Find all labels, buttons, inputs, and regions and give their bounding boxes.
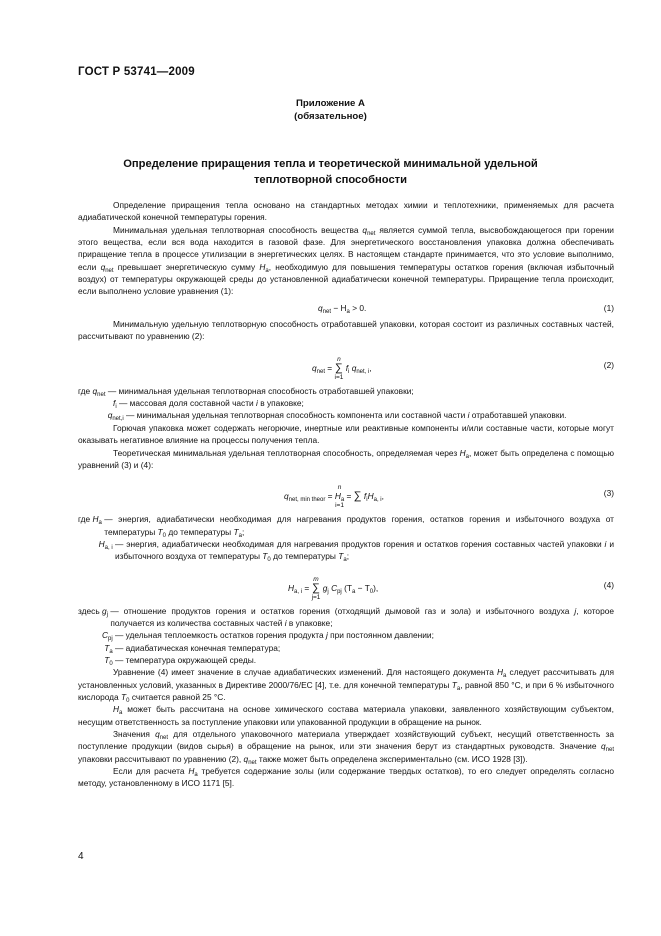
- standard-header: ГОСТ Р 53741—2009: [78, 66, 195, 78]
- paragraph: Горючая упаковка может содержать негорючие, инертные или реактивные компоненты и/или составные части, которые могут оказывать негативное влияние на процессы получения тепла.: [78, 422, 614, 446]
- equation-1: $q_{net} - H_a > 0$. (1): [318, 302, 614, 315]
- definitions-2: где $H_a$ — энергия, адиабатически необходимая для нагревания продуктов горения, остатков горения и избыточного воздуха от температуры $T_0$ до температуры $T_a$; $H_{a, i}$ — энергия, адиабатически необходимая для нагревания продуктов горения и остатков горения составных частей упаковки i и избыточного воздуха от температуры $T_0$ до температуры $T_a$;: [78, 514, 614, 564]
- paragraph: Если для расчета $H_a$ требуется содержание золы (или содержание твердых остатков), то его следует определять согласно методу, установленному в ИСО 1171 [5].: [78, 766, 614, 789]
- paragraph: Уравнение (4) имеет значение в случае адиабатических изменений. Для настоящего документа $H_a$ следует рассчитывать для установленных условий, указанных в Директиве 2000/76/ЕС [4], т.е. для конечной температуры $T_a$, равной 850 °С, и при 6 % избыточного кислорода $T_0$ считается равной 25 °С.: [78, 667, 615, 704]
- paragraph: Теоретическая минимальная удельная теплотворная способность, определяемая через $H_a$, может быть определена с помощью уравнений (3) и (4):: [78, 447, 615, 470]
- paragraph: Минимальная удельная теплотворная способность вещества $q_{net}$ является суммой тепла, высвобождающегося при горении этого вещества, если вся вода находится в газовой фазе. Для энергетического восстановления упаковка должна обеспечивать приращение тепла в процессе утилизации в энергетических целях. В настоящем стандарте принимается, что это условие выполнимо, если $q_{net}$ превышает энергетическую сумму $H_a$, необходимую для повышения температуры остатков горения (включая избыточный воздух) от температуры окружающей среды до установленной адиабатически конечной температуры. Приращение тепла происходит, если выполнено условие уравнения (1):: [78, 224, 614, 297]
- appendix-status: (обязательное): [294, 111, 367, 122]
- paragraph: Значения $q_{net}$ для отдельного упаковочного материала утверждает хозяйствующий субъект, несущий ответственность за поступление продукции (видов сырья) в обращение на рынок, или эти значения берут из стандартных руководств. Значение $q_{net}$ упаковки рассчитывают по уравнению (2), $q_{net}$ также может быть определена экспериментально (см. ИСО 1928 [3]).: [78, 729, 614, 766]
- page-number: 4: [78, 851, 84, 862]
- equation-4: $H_{a, i} = m$ ∑ j=1 $g_j$ $C_{pj}$ $(T_a - T_0)$, (4): [288, 575, 614, 601]
- paragraph: Определение приращения тепла основано на стандартных методах химии и теплотехники, применяемых для расчета адиабатической конечной температуры горения.: [78, 200, 614, 223]
- section-title: Определение приращения тепла и теоретической минимальной удельной теплотворной способности: [123, 158, 538, 186]
- definitions-3: здесь $g_j$ — отношение продуктов горения и остатков горения (отходящий дымовой газ и зола) и избыточного воздуха j, которое получается из количества составных частей i в упаковке; $C_{pj}$ — удельная теплоемкость остатков горения продукта j при постоянном давлении; $T_a$ — адиабатическая конечная температура; $T_0$ — температура окружающей среды.: [78, 605, 614, 667]
- appendix-label: Приложение А: [296, 98, 365, 109]
- body-text: [78, 199, 614, 790]
- equation-3: $q_{net, min theor} = n$ $H_a$ i=1 = ∑ $f_iH_{a, i}$, (3): [284, 484, 614, 510]
- equation-2: $q_{net} = n$ ∑ i=1 $f_i$ $q_{net, i}$, (2): [312, 355, 614, 381]
- definitions-1: где $q_{net}$ — минимальная удельная теплотворная способность отработавшей упаковки; $f_i$ — массовая доля составной части i в упаковке; $q_{net,i}$ — минимальная удельная теплотворная способность компонента или составной части i отработавшей упаковки.: [78, 385, 567, 423]
- paragraph: $H_a$ может быть рассчитана на основе химического состава материала упаковки, заявленного хозяйствующим субъектом, несущим ответственность за поступление упаковки или упакованной продукции в обращение на рынок.: [78, 704, 614, 727]
- paragraph: Минимальную удельную теплотворную способность отработавшей упаковки, которая состоит из различных составных частей, рассчитывают по уравнению (2):: [78, 319, 614, 342]
